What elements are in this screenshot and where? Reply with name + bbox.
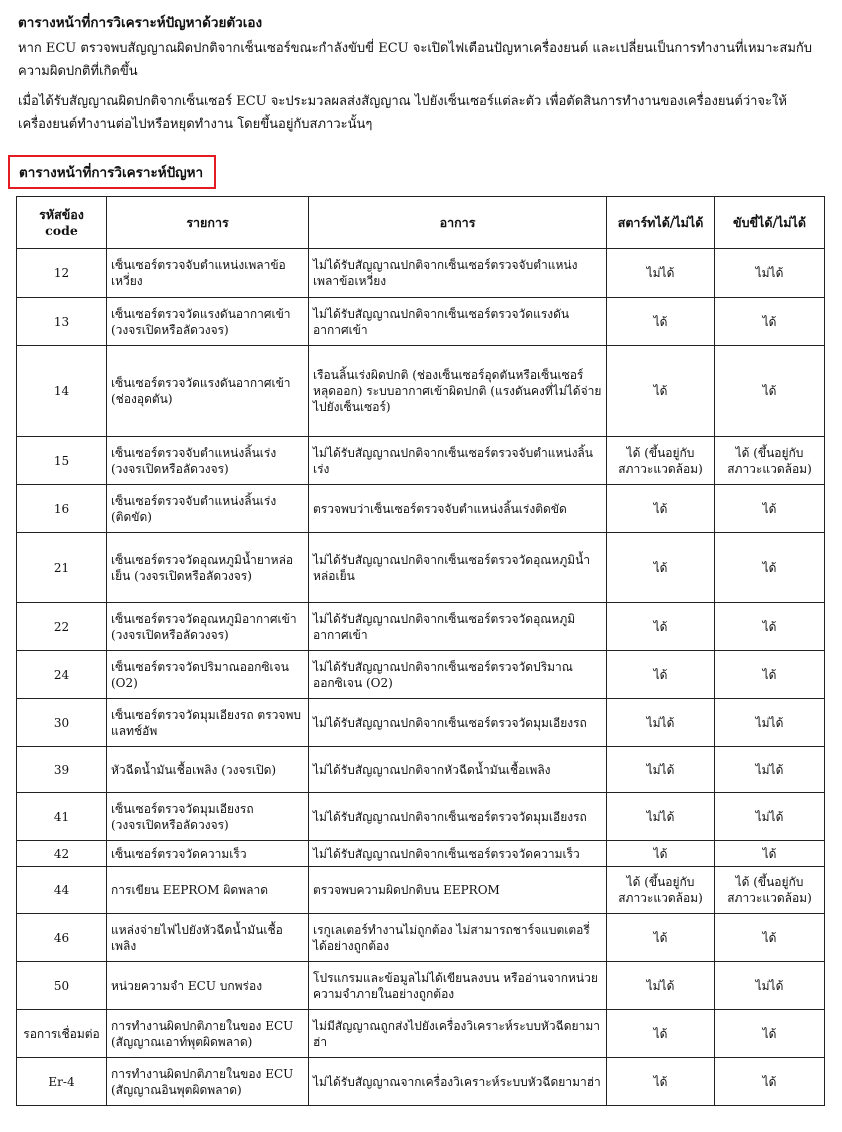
row-ride-status: ได้ (715, 603, 825, 651)
table-row (17, 533, 825, 603)
row-code: 39 (17, 747, 107, 793)
header-symptom: อาการ (309, 197, 607, 249)
intro-paragraph-2: เมื่อได้รับสัญญาณผิดปกติจากเซ็นเซอร์ ECU จะประมวลผลส่งสัญญาณ ไปยังเซ็นเซอร์แต่ละตัว เพื่อตัดสินการทำงานของเครื่องยนต์ว่าจะให้เครื่องยนต์ทำงานต่อไปหรือหยุดทำงาน โดยขึ้นอยู่กับสภาวะนั้นๆ (18, 94, 787, 132)
row-code: 41 (17, 793, 107, 841)
row-start-status: ไม่ได้ (607, 249, 715, 298)
row-item: การทำงานผิดปกติภายในของ ECU (สัญญาณเอาท์พุตผิดพลาด) (107, 1010, 309, 1058)
row-item: เซ็นเซอร์ตรวจจับตำแหน่งเพลาข้อเหวี่ยง (107, 249, 309, 298)
row-ride-status: ได้ (715, 1010, 825, 1058)
row-code: 50 (17, 962, 107, 1010)
row-ride-status: ไม่ได้ (715, 962, 825, 1010)
row-ride-status: ได้ (715, 485, 825, 533)
row-code: 21 (17, 533, 107, 603)
row-ride-status: ไม่ได้ (715, 793, 825, 841)
row-symptom: ไม่ได้รับสัญญาณปกติจากเซ็นเซอร์ตรวจวัดความเร็ว (309, 841, 607, 867)
row-item: การทำงานผิดปกติภายในของ ECU (สัญญาณอินพุตผิดพลาด) (107, 1058, 309, 1106)
row-ride-status: ได้ (715, 298, 825, 346)
row-ride-status: ไม่ได้ (715, 747, 825, 793)
row-ride-status: ได้ (715, 914, 825, 962)
row-ride-status: ไม่ได้ (715, 699, 825, 747)
row-code: 14 (17, 346, 107, 437)
row-start-status: ได้ (607, 346, 715, 437)
row-code: 22 (17, 603, 107, 651)
row-item: เซ็นเซอร์ตรวจจับตำแหน่งลิ้นเร่ง (วงจรเปิดหรือลัดวงจร) (107, 437, 309, 485)
header-code: รหัสข้อง code (17, 197, 107, 249)
row-start-status: ได้ (607, 1058, 715, 1106)
row-start-status: ได้ (607, 651, 715, 699)
table-row (17, 793, 825, 841)
row-code: 46 (17, 914, 107, 962)
row-code: รอการเชื่อมต่อ (17, 1010, 107, 1058)
row-symptom: โปรแกรมและข้อมูลไม่ได้เขียนลงบน หรืออ่านจากหน่วยความจำภายในอย่างถูกต้อง (309, 962, 607, 1010)
row-symptom: ไม่ได้รับสัญญาณปกติจากเซ็นเซอร์ตรวจวัดมุมเอียงรถ (309, 699, 607, 747)
row-code: 13 (17, 298, 107, 346)
row-symptom: เรือนลิ้นเร่งผิดปกติ (ช่องเซ็นเซอร์อุดตันหรือเซ็นเซอร์หลุดออก) ระบบอากาศเข้าผิดปกติ (แรงดันคงที่ไม่ได้จ่ายไปยังเซ็นเซอร์) (309, 346, 607, 437)
table-row (17, 346, 825, 437)
row-start-status: ได้ (607, 485, 715, 533)
row-code: 16 (17, 485, 107, 533)
row-ride-status: ได้ (715, 1058, 825, 1106)
table-row (17, 1010, 825, 1058)
intro-paragraph-1: หาก ECU ตรวจพบสัญญาณผิดปกติจากเซ็นเซอร์ขณะกำลังขับขี่ ECU จะเปิดไฟเตือนปัญหาเครื่องยนต์ และเปลี่ยนเป็นการทำงานที่เหมาะสมกับความผิดปกติที่เกิดขึ้น (18, 41, 813, 79)
row-symptom: ไม่ได้รับสัญญาณปกติจากเซ็นเซอร์ตรวจจับตำแหน่งเพลาข้อเหวี่ยง (309, 249, 607, 298)
row-symptom: ไม่ได้รับสัญญาณปกติจากเซ็นเซอร์ตรวจวัดอุณหภูมิน้ำหล่อเย็น (309, 533, 607, 603)
row-start-status: ได้ (607, 1010, 715, 1058)
row-item: การเขียน EEPROM ผิดพลาด (107, 867, 309, 914)
row-item: แหล่งจ่ายไฟไปยังหัวฉีดน้ำมันเชื้อเพลิง (107, 914, 309, 962)
row-item: เซ็นเซอร์ตรวจจับตำแหน่งลิ้นเร่ง (ติดขัด) (107, 485, 309, 533)
row-code: 24 (17, 651, 107, 699)
header-ride: ขับขี่ได้/ไม่ได้ (715, 197, 825, 249)
table-row (17, 603, 825, 651)
row-ride-status: ได้ (715, 533, 825, 603)
row-item: หัวฉีดน้ำมันเชื้อเพลิง (วงจรเปิด) (107, 747, 309, 793)
header-start: สตาร์ทได้/ไม่ได้ (607, 197, 715, 249)
row-item: เซ็นเซอร์ตรวจวัดอุณหภูมิอากาศเข้า (วงจรเปิดหรือลัดวงจร) (107, 603, 309, 651)
table-row (17, 841, 825, 867)
table-row (17, 298, 825, 346)
row-symptom: ไม่ได้รับสัญญาณปกติจากเซ็นเซอร์ตรวจวัดปริมาณออกซิเจน (O2) (309, 651, 607, 699)
row-start-status: ได้ (ขึ้นอยู่กับสภาวะแวดล้อม) (607, 867, 715, 914)
row-start-status: ได้ (ขึ้นอยู่กับสภาวะแวดล้อม) (607, 437, 715, 485)
row-symptom: เรกูเลเตอร์ทำงานไม่ถูกต้อง ไม่สามารถชาร์จแบตเตอรี่ได้อย่างถูกต้อง (309, 914, 607, 962)
row-code: 42 (17, 841, 107, 867)
row-ride-status: ได้ (715, 841, 825, 867)
table-body (17, 249, 825, 1106)
row-symptom: ไม่ได้รับสัญญาณจากเครื่องวิเคราะห์ระบบหัวฉีดยามาฮ่า (309, 1058, 607, 1106)
row-ride-status: ไม่ได้ (715, 249, 825, 298)
table-row (17, 699, 825, 747)
row-symptom: ไม่ได้รับสัญญาณปกติจากเซ็นเซอร์ตรวจวัดแรงดันอากาศเข้า (309, 298, 607, 346)
table-row (17, 914, 825, 962)
row-item: เซ็นเซอร์ตรวจวัดปริมาณออกซิเจน (O2) (107, 651, 309, 699)
row-item: เซ็นเซอร์ตรวจวัดความเร็ว (107, 841, 309, 867)
header-item: รายการ (107, 197, 309, 249)
row-symptom: ไม่มีสัญญาณถูกส่งไปยังเครื่องวิเคราะห์ระบบหัวฉีดยามาฮ่า (309, 1010, 607, 1058)
table-row (17, 651, 825, 699)
table-row (17, 485, 825, 533)
diagnostic-table (16, 196, 825, 1106)
row-code: 12 (17, 249, 107, 298)
row-item: หน่วยความจำ ECU บกพร่อง (107, 962, 309, 1010)
row-symptom: ไม่ได้รับสัญญาณปกติจากเซ็นเซอร์ตรวจจับตำแหน่งลิ้นเร่ง (309, 437, 607, 485)
row-ride-status: ได้ (ขึ้นอยู่กับสภาวะแวดล้อม) (715, 867, 825, 914)
row-code: 30 (17, 699, 107, 747)
table-row (17, 1058, 825, 1106)
row-start-status: ได้ (607, 603, 715, 651)
row-item: เซ็นเซอร์ตรวจวัดแรงดันอากาศเข้า (วงจรเปิดหรือลัดวงจร) (107, 298, 309, 346)
row-start-status: ได้ (607, 914, 715, 962)
row-start-status: ได้ (607, 533, 715, 603)
section-title: ตารางหน้าที่การวิเคราะห์ปัญหา (8, 155, 216, 189)
row-start-status: ได้ (607, 298, 715, 346)
row-start-status: ไม่ได้ (607, 962, 715, 1010)
row-code: Er-4 (17, 1058, 107, 1106)
row-symptom: ตรวจพบความผิดปกติบน EEPROM (309, 867, 607, 914)
table-row (17, 867, 825, 914)
row-start-status: ไม่ได้ (607, 793, 715, 841)
table-row (17, 747, 825, 793)
row-item: เซ็นเซอร์ตรวจวัดแรงดันอากาศเข้า (ช่องอุดตัน) (107, 346, 309, 437)
row-ride-status: ได้ (715, 651, 825, 699)
row-start-status: ไม่ได้ (607, 747, 715, 793)
table-row (17, 437, 825, 485)
row-item: เซ็นเซอร์ตรวจวัดมุมเอียงรถ ตรวจพบแลทช์อัพ (107, 699, 309, 747)
row-item: เซ็นเซอร์ตรวจวัดอุณหภูมิน้ำยาหล่อเย็น (วงจรเปิดหรือลัดวงจร) (107, 533, 309, 603)
table-header-row (17, 197, 825, 249)
table-row (17, 249, 825, 298)
row-item: เซ็นเซอร์ตรวจวัดมุมเอียงรถ (วงจรเปิดหรือลัดวงจร) (107, 793, 309, 841)
row-symptom: ไม่ได้รับสัญญาณปกติจากเซ็นเซอร์ตรวจวัดอุณหภูมิอากาศเข้า (309, 603, 607, 651)
row-ride-status: ได้ (ขึ้นอยู่กับสภาวะแวดล้อม) (715, 437, 825, 485)
intro-heading: ตารางหน้าที่การวิเคราะห์ปัญหาด้วยตัวเอง (18, 15, 263, 31)
row-symptom: ไม่ได้รับสัญญาณปกติจากหัวฉีดน้ำมันเชื้อเพลิง (309, 747, 607, 793)
row-code: 15 (17, 437, 107, 485)
table-row (17, 962, 825, 1010)
row-symptom: ตรวจพบว่าเซ็นเซอร์ตรวจจับตำแหน่งลิ้นเร่งติดขัด (309, 485, 607, 533)
row-ride-status: ได้ (715, 346, 825, 437)
row-start-status: ได้ (607, 841, 715, 867)
row-symptom: ไม่ได้รับสัญญาณปกติจากเซ็นเซอร์ตรวจวัดมุมเอียงรถ (309, 793, 607, 841)
row-code: 44 (17, 867, 107, 914)
row-start-status: ไม่ได้ (607, 699, 715, 747)
